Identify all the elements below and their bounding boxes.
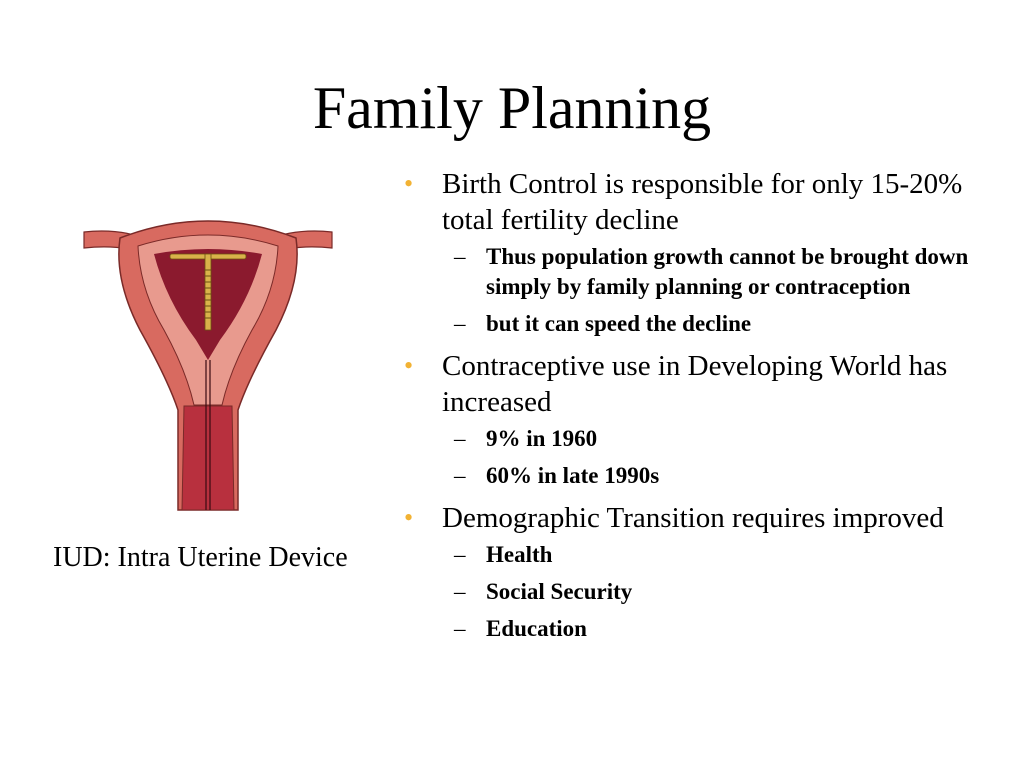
bullet-dot-icon: • — [404, 503, 414, 532]
sub-bullet-item — [442, 309, 1004, 339]
bullet-text: Contraceptive use in Developing World has increased — [442, 350, 948, 418]
dash-icon: – — [454, 463, 466, 488]
sub-bullet-text: Social Security — [486, 579, 633, 604]
dash-icon: – — [454, 311, 466, 336]
sub-bullet-text: 60% in late 1990s — [486, 463, 660, 488]
bullet-item — [404, 166, 1004, 339]
dash-icon: – — [454, 244, 466, 269]
sub-bullet-item — [442, 461, 1004, 491]
bullet-item — [404, 348, 1004, 491]
bullet-dot-icon: • — [404, 169, 414, 198]
sub-bullet-text: Education — [486, 616, 587, 641]
sub-bullet-text: 9% in 1960 — [486, 426, 598, 451]
sub-bullet-item — [442, 577, 1004, 607]
sub-bullet-item — [442, 540, 1004, 570]
uterus-iud-illustration — [80, 210, 336, 520]
sub-bullet-text: Health — [486, 542, 553, 567]
dash-icon: – — [454, 542, 466, 567]
bullet-list — [404, 166, 1004, 644]
sub-bullet-text: but it can speed the decline — [486, 311, 752, 336]
dash-icon: – — [454, 426, 466, 451]
slide-title: Family Planning — [312, 75, 712, 141]
dash-icon: – — [454, 579, 466, 604]
sub-bullet-text: Thus population growth cannot be brought down simply by family planning or contraception — [486, 244, 969, 299]
sub-bullet-list — [442, 242, 1004, 339]
dash-icon: – — [454, 616, 466, 641]
sub-bullet-item — [442, 614, 1004, 644]
sub-bullet-item — [442, 242, 1004, 302]
bullet-item — [404, 500, 1004, 644]
bullet-dot-icon: • — [404, 351, 414, 380]
image-caption: IUD: Intra Uterine Device — [53, 542, 348, 573]
sub-bullet-list — [442, 424, 1004, 491]
bullet-text: Demographic Transition requires improved — [442, 502, 944, 534]
sub-bullet-list — [442, 540, 1004, 644]
sub-bullet-item — [442, 424, 1004, 454]
bullet-text: Birth Control is responsible for only 15-20% total fertility decline — [442, 168, 963, 236]
